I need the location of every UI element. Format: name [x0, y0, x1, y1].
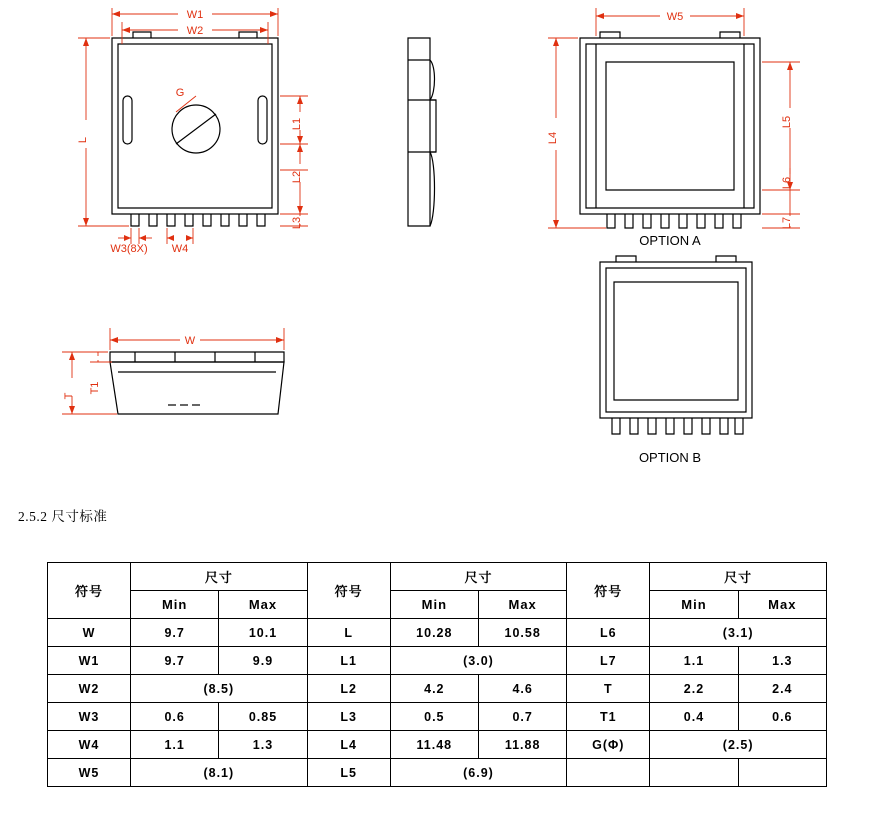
- cell-symbol: L7: [567, 647, 650, 675]
- cell-max: [738, 759, 826, 787]
- cell-max: 9.9: [219, 647, 307, 675]
- cell-max: 4.6: [478, 675, 566, 703]
- label-l6: L6: [781, 176, 793, 190]
- side-view-body: [408, 38, 430, 226]
- header-symbol-2: 符号: [307, 563, 390, 619]
- label-option-b: OPTION B: [638, 450, 702, 465]
- header-max-3: Max: [738, 591, 826, 619]
- cell-max: 2.4: [738, 675, 826, 703]
- cell-max: 10.1: [219, 619, 307, 647]
- label-w4: W4: [171, 243, 189, 255]
- cell-symbol: L6: [567, 619, 650, 647]
- cell-max: 0.85: [219, 703, 307, 731]
- cell-min: 0.5: [390, 703, 478, 731]
- header-symbol-1: 符号: [48, 563, 131, 619]
- cell-span-value: (8.1): [131, 759, 308, 787]
- cell-span-value: (3.0): [390, 647, 567, 675]
- label-l2: L2: [291, 170, 303, 184]
- table-row: [48, 675, 827, 703]
- cell-symbol: W3: [48, 703, 131, 731]
- cell-max: 0.7: [478, 703, 566, 731]
- cell-max: 1.3: [219, 731, 307, 759]
- table-row: [48, 703, 827, 731]
- cell-symbol: L5: [307, 759, 390, 787]
- cell-symbol: [567, 759, 650, 787]
- label-l4: L4: [547, 131, 559, 145]
- option-a-body: [580, 38, 760, 214]
- cell-symbol: G(Φ): [567, 731, 650, 759]
- cell-symbol: W: [48, 619, 131, 647]
- cell-symbol: L3: [307, 703, 390, 731]
- cell-symbol: L2: [307, 675, 390, 703]
- table-body: [48, 619, 827, 787]
- cell-symbol: W4: [48, 731, 131, 759]
- cell-span-value: (2.5): [650, 731, 827, 759]
- header-dimension-2: 尺寸: [390, 563, 567, 591]
- cell-min: 9.7: [131, 619, 219, 647]
- label-t1: T1: [89, 381, 101, 395]
- top-view-body: [112, 38, 278, 214]
- header-max-1: Max: [219, 591, 307, 619]
- table-row: [48, 759, 827, 787]
- cell-min: 0.6: [131, 703, 219, 731]
- label-l3: L3: [291, 216, 303, 230]
- header-symbol-3: 符号: [567, 563, 650, 619]
- label-w3-8x: W3(8X): [110, 243, 148, 255]
- header-dimension-3: 尺寸: [650, 563, 827, 591]
- header-min-2: Min: [390, 591, 478, 619]
- header-min-3: Min: [650, 591, 738, 619]
- table-header-row-1: [48, 563, 827, 591]
- front-view-body: [110, 362, 284, 414]
- label-l7: L7: [781, 216, 793, 230]
- header-min-1: Min: [131, 591, 219, 619]
- label-w1: W1: [186, 9, 204, 21]
- label-l5: L5: [781, 115, 793, 129]
- cell-min: 1.1: [650, 647, 738, 675]
- label-l1: L1: [291, 117, 303, 131]
- table-row: [48, 619, 827, 647]
- cell-min: [650, 759, 738, 787]
- cell-min: 1.1: [131, 731, 219, 759]
- header-dimension-1: 尺寸: [131, 563, 308, 591]
- cell-symbol: L4: [307, 731, 390, 759]
- dimension-table: [47, 562, 827, 787]
- table-row: [48, 647, 827, 675]
- cell-max: 0.6: [738, 703, 826, 731]
- cell-min: 0.4: [650, 703, 738, 731]
- label-option-a: OPTION A: [639, 233, 701, 248]
- cell-min: 2.2: [650, 675, 738, 703]
- label-g: G: [175, 87, 185, 99]
- cell-min: 11.48: [390, 731, 478, 759]
- table-header-row-2: [48, 591, 827, 619]
- header-max-2: Max: [478, 591, 566, 619]
- cell-symbol: W1: [48, 647, 131, 675]
- cell-max: 10.58: [478, 619, 566, 647]
- cell-symbol: T1: [567, 703, 650, 731]
- cell-min: 9.7: [131, 647, 219, 675]
- cell-symbol: L: [307, 619, 390, 647]
- cell-span-value: (6.9): [390, 759, 567, 787]
- label-w: W: [184, 335, 196, 347]
- option-b-body: [600, 262, 752, 418]
- label-w2: W2: [186, 25, 204, 37]
- cell-min: 4.2: [390, 675, 478, 703]
- table-row: [48, 731, 827, 759]
- label-w5: W5: [666, 11, 684, 23]
- cell-symbol: W5: [48, 759, 131, 787]
- cell-max: 11.88: [478, 731, 566, 759]
- cell-symbol: W2: [48, 675, 131, 703]
- cell-symbol: T: [567, 675, 650, 703]
- cell-symbol: L1: [307, 647, 390, 675]
- cell-min: 10.28: [390, 619, 478, 647]
- label-l: L: [77, 136, 89, 144]
- cell-span-value: (3.1): [650, 619, 827, 647]
- dimension-table-wrap: [47, 562, 827, 787]
- label-t: T: [63, 392, 75, 400]
- cell-span-value: (8.5): [131, 675, 308, 703]
- section-title: 2.5.2 尺寸标准: [18, 509, 108, 524]
- cell-max: 1.3: [738, 647, 826, 675]
